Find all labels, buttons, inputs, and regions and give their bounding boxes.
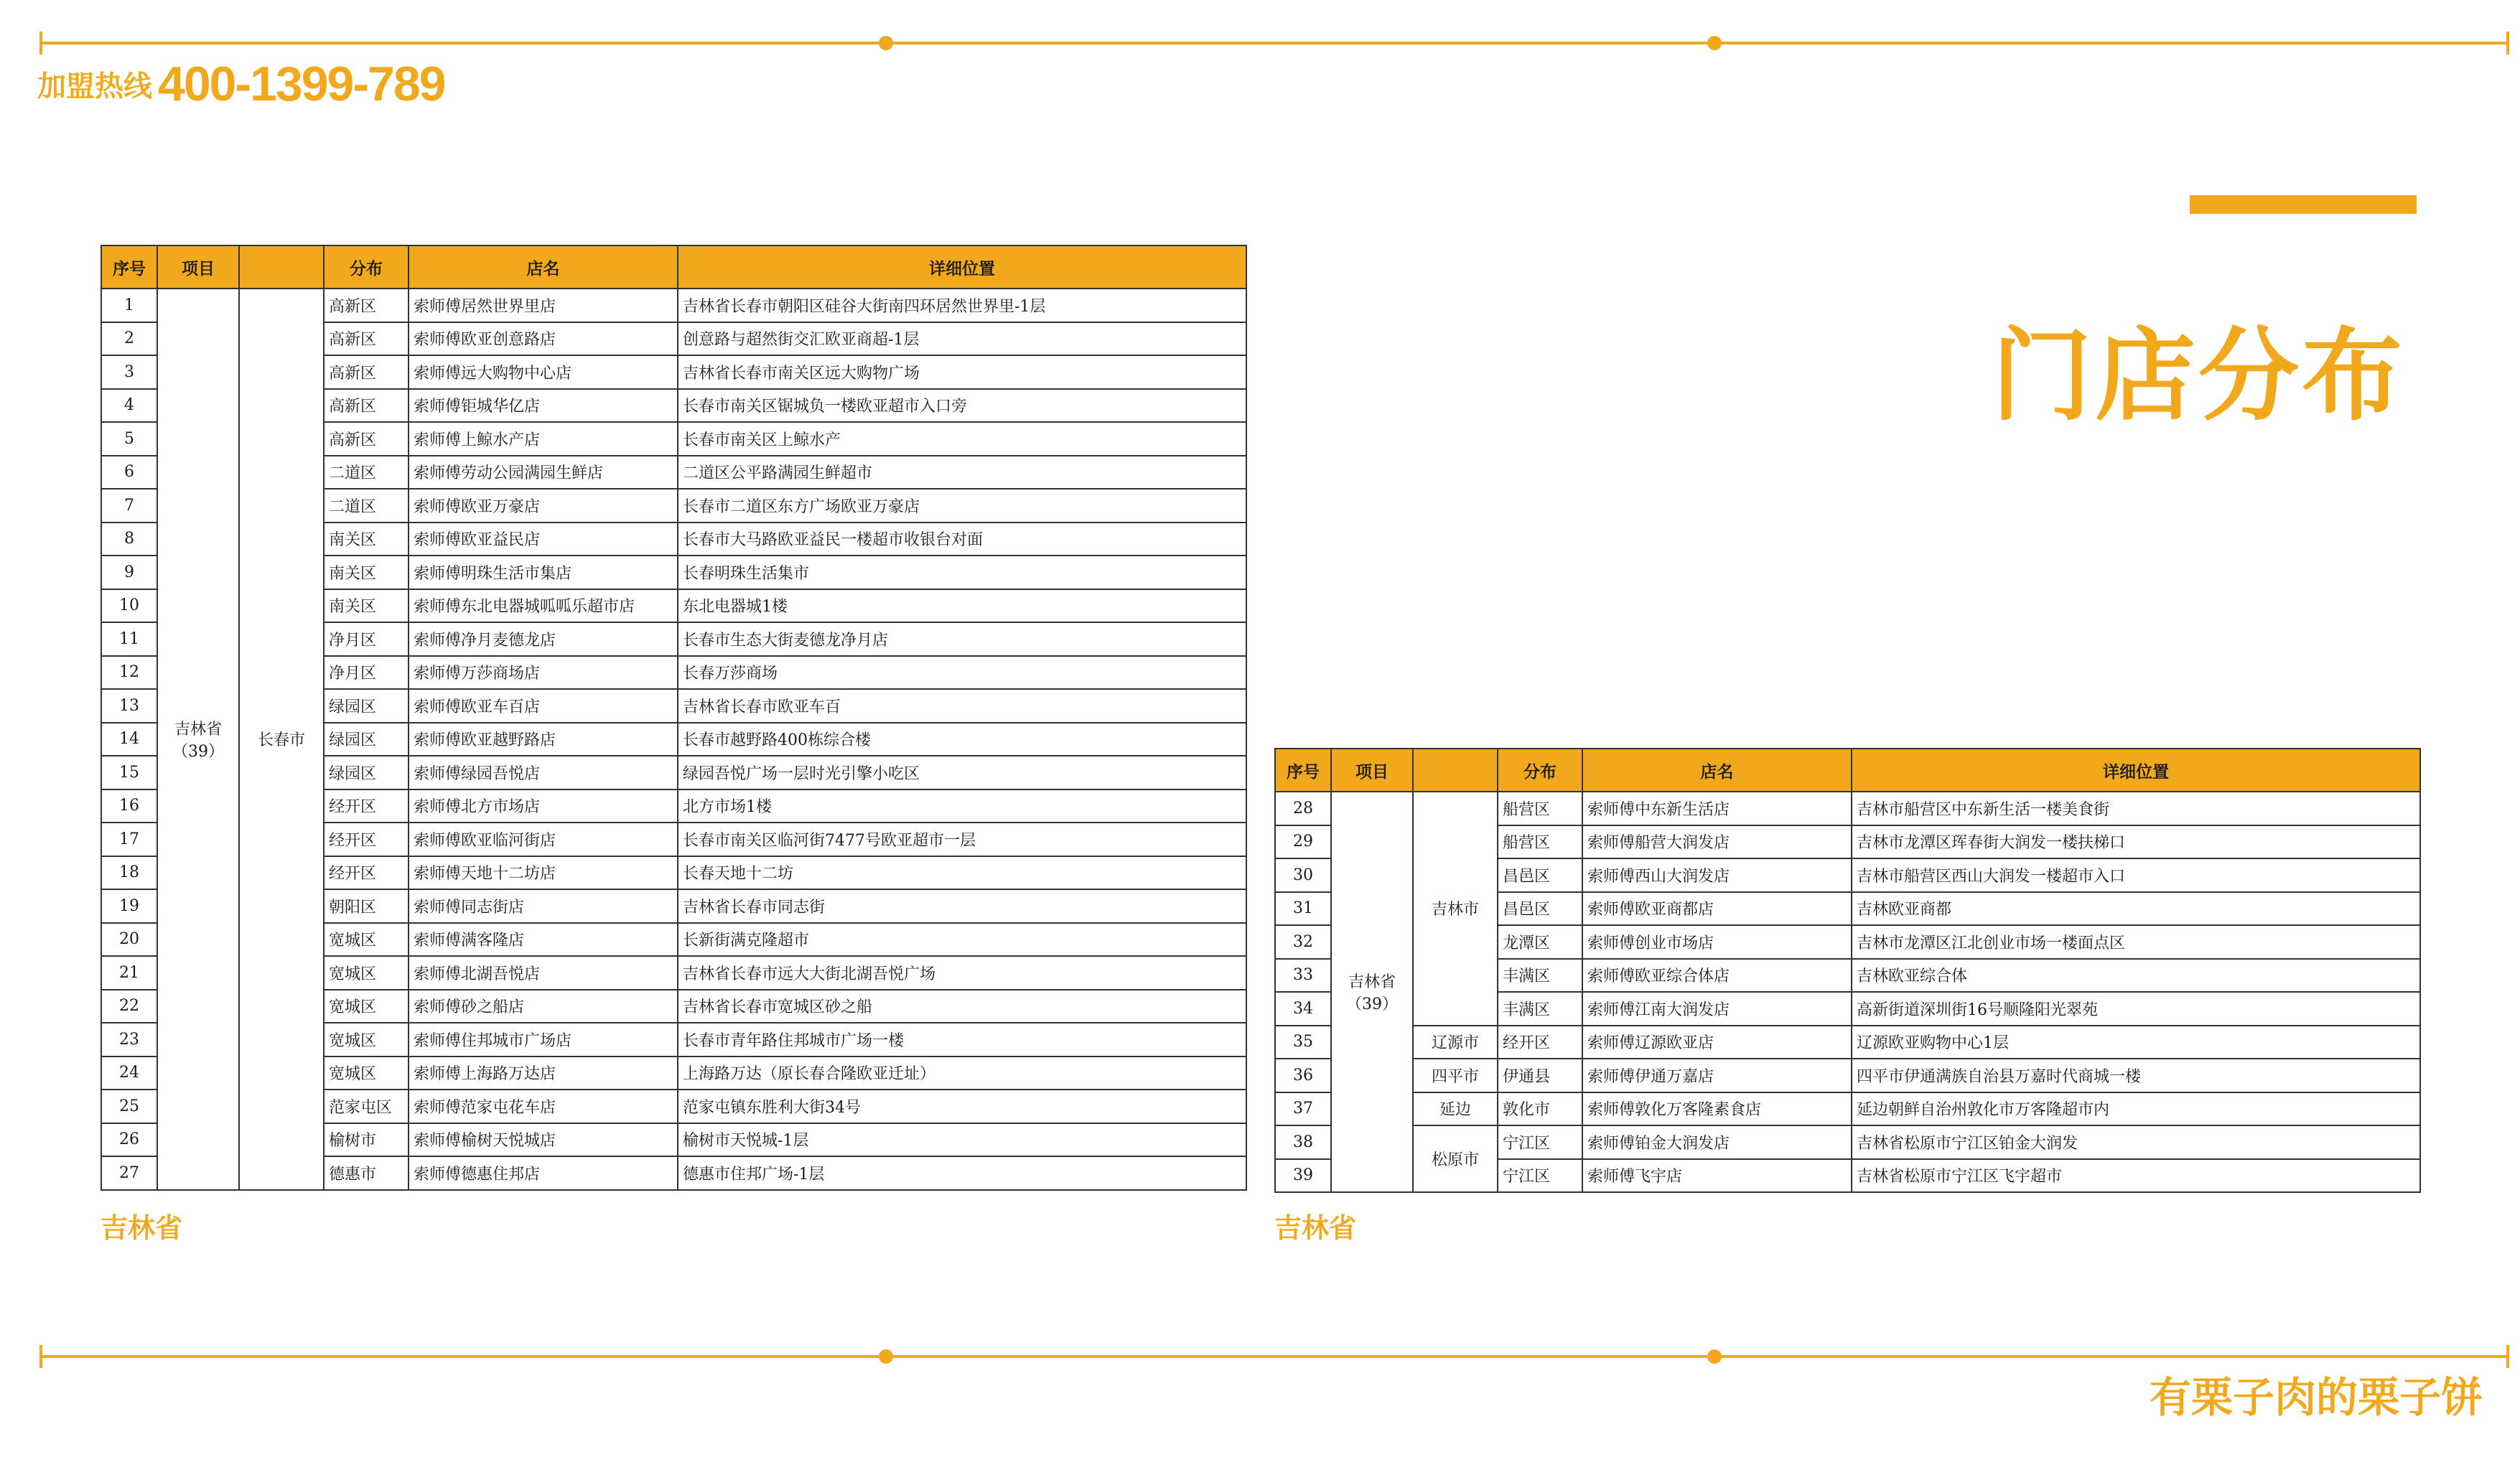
district-cell: 范家屯区 — [324, 1090, 409, 1123]
row-number-cell: 16 — [101, 790, 157, 823]
address-cell: 高新街道深圳街16号顺隆阳光翠苑 — [1852, 992, 2420, 1026]
hotline-number: 400-1399-789 — [158, 57, 445, 111]
row-number-cell: 21 — [101, 956, 157, 990]
table-row — [101, 289, 1246, 322]
table-row — [1275, 1092, 2420, 1126]
district-cell: 宁江区 — [1498, 1159, 1582, 1193]
table-row — [1275, 792, 2420, 825]
address-cell: 绿园吾悦广场一层时光引擎小吃区 — [678, 756, 1246, 790]
district-cell: 经开区 — [324, 790, 409, 823]
row-number-cell: 7 — [101, 489, 157, 523]
header-no: 序号 — [1275, 749, 1331, 792]
district-cell: 丰满区 — [1498, 959, 1582, 993]
district-cell: 宁江区 — [1498, 1125, 1582, 1159]
franchise-hotline — [37, 56, 444, 113]
store-name-cell: 索师傅同志街店 — [409, 889, 678, 923]
district-cell: 南关区 — [324, 523, 409, 556]
bottom-rule-right-tick — [2506, 1345, 2509, 1368]
address-cell: 吉林省长春市南关区远大购物广场 — [678, 355, 1246, 389]
row-number-cell: 24 — [101, 1057, 157, 1090]
district-cell: 伊通县 — [1498, 1059, 1582, 1092]
bottom-rule-left-tick — [39, 1345, 42, 1368]
address-cell: 北方市场1楼 — [678, 790, 1246, 823]
store-name-cell: 索师傅飞宇店 — [1582, 1159, 1852, 1193]
header-address: 详细位置 — [678, 245, 1246, 289]
address-cell: 辽源欧亚购物中心1层 — [1852, 1026, 2420, 1059]
store-name-cell: 索师傅绿园吾悦店 — [409, 756, 678, 790]
header-project: 项目 — [157, 245, 239, 289]
address-cell: 吉林欧亚商都 — [1852, 892, 2420, 926]
store-name-cell: 索师傅范家屯花车店 — [409, 1090, 678, 1123]
store-name-cell: 索师傅船营大润发店 — [1582, 825, 1852, 859]
address-cell: 长春市南关区上鲸水产 — [678, 422, 1246, 456]
row-number-cell: 9 — [101, 556, 157, 589]
district-cell: 昌邑区 — [1498, 858, 1582, 892]
row-number-cell: 28 — [1275, 792, 1331, 825]
row-number-cell: 4 — [101, 389, 157, 423]
row-number-cell: 33 — [1275, 959, 1331, 993]
store-name-cell: 索师傅上鲸水产店 — [409, 422, 678, 456]
address-cell: 长春市南关区临河街7477号欧亚超市一层 — [678, 823, 1246, 856]
table-row — [1275, 1125, 2420, 1159]
district-cell: 经开区 — [324, 823, 409, 856]
left-table-caption: 吉林省 — [101, 1212, 183, 1244]
store-name-cell: 索师傅远大购物中心店 — [409, 355, 678, 389]
district-cell: 净月区 — [324, 622, 409, 656]
row-number-cell: 22 — [101, 990, 157, 1023]
row-number-cell: 13 — [101, 689, 157, 723]
store-name-cell: 索师傅欧亚越野路店 — [409, 723, 678, 756]
district-cell: 经开区 — [324, 856, 409, 890]
address-cell: 长春市青年路住邦城市广场一楼 — [678, 1023, 1246, 1057]
header-store-name: 店名 — [1582, 749, 1852, 792]
district-cell: 龙潭区 — [1498, 925, 1582, 959]
header-area: 分布 — [1498, 749, 1582, 792]
address-cell: 吉林市船营区西山大润发一楼超市入口 — [1852, 858, 2420, 892]
address-cell: 吉林省长春市同志街 — [678, 889, 1246, 923]
city-cell: 辽源市 — [1413, 1026, 1498, 1059]
row-number-cell: 17 — [101, 823, 157, 856]
bottom-rule — [39, 1355, 2509, 1358]
header-store-name: 店名 — [409, 245, 678, 289]
title-accent-bar — [2190, 195, 2417, 214]
row-number-cell: 8 — [101, 523, 157, 556]
address-cell: 吉林省长春市欧亚车百 — [678, 689, 1246, 723]
address-cell: 四平市伊通满族自治县万嘉时代商城一楼 — [1852, 1059, 2420, 1092]
address-cell: 长春市越野路400栋综合楼 — [678, 723, 1246, 756]
row-number-cell: 26 — [101, 1123, 157, 1157]
address-cell: 范家屯镇东胜利大街34号 — [678, 1090, 1246, 1123]
top-rule-dot — [1707, 36, 1722, 50]
address-cell: 长春天地十二坊 — [678, 856, 1246, 890]
store-table-right — [1274, 748, 2421, 1193]
hotline-label: 加盟热线 — [37, 70, 152, 103]
address-cell: 吉林欧亚综合体 — [1852, 959, 2420, 993]
district-cell: 宽城区 — [324, 990, 409, 1023]
district-cell: 经开区 — [1498, 1026, 1582, 1059]
bottom-rule-dot — [1707, 1349, 1722, 1364]
store-name-cell: 索师傅满客隆店 — [409, 923, 678, 957]
row-number-cell: 35 — [1275, 1026, 1331, 1059]
address-cell: 吉林省松原市宁江区飞宇超市 — [1852, 1159, 2420, 1193]
district-cell: 绿园区 — [324, 723, 409, 756]
address-cell: 吉林市船营区中东新生活一楼美食街 — [1852, 792, 2420, 825]
table-header-row — [1275, 749, 2420, 792]
store-name-cell: 索师傅钜城华亿店 — [409, 389, 678, 423]
district-cell: 高新区 — [324, 355, 409, 389]
city-cell: 四平市 — [1413, 1059, 1498, 1092]
city-cell: 延边 — [1413, 1092, 1498, 1126]
row-number-cell: 20 — [101, 923, 157, 957]
district-cell: 二道区 — [324, 489, 409, 523]
store-name-cell: 索师傅中东新生活店 — [1582, 792, 1852, 825]
district-cell: 高新区 — [324, 289, 409, 322]
row-number-cell: 23 — [101, 1023, 157, 1057]
district-cell: 丰满区 — [1498, 992, 1582, 1026]
store-name-cell: 索师傅辽源欧亚店 — [1582, 1026, 1852, 1059]
row-number-cell: 10 — [101, 589, 157, 623]
store-name-cell: 索师傅欧亚益民店 — [409, 523, 678, 556]
row-number-cell: 15 — [101, 756, 157, 790]
store-name-cell: 索师傅劳动公园满园生鲜店 — [409, 456, 678, 489]
store-name-cell: 索师傅伊通万嘉店 — [1582, 1059, 1852, 1092]
top-rule-right-tick — [2506, 32, 2509, 55]
address-cell: 创意路与超然街交汇欧亚商超-1层 — [678, 322, 1246, 356]
address-cell: 吉林市龙潭区江北创业市场一楼面点区 — [1852, 925, 2420, 959]
district-cell: 南关区 — [324, 589, 409, 623]
bottom-rule-dot — [879, 1349, 893, 1364]
row-number-cell: 6 — [101, 456, 157, 489]
store-name-cell: 索师傅住邦城市广场店 — [409, 1023, 678, 1057]
row-number-cell: 38 — [1275, 1125, 1331, 1159]
address-cell: 上海路万达（原长春合隆欧亚迁址） — [678, 1057, 1246, 1090]
province-cell: 吉林省 （39） — [1331, 792, 1413, 1192]
address-cell: 榆树市天悦城-1层 — [678, 1123, 1246, 1157]
address-cell: 二道区公平路满园生鲜超市 — [678, 456, 1246, 489]
city-cell: 长春市 — [239, 289, 324, 1190]
district-cell: 昌邑区 — [1498, 892, 1582, 926]
store-name-cell: 索师傅欧亚创意路店 — [409, 322, 678, 356]
district-cell: 宽城区 — [324, 1023, 409, 1057]
row-number-cell: 25 — [101, 1090, 157, 1123]
district-cell: 船营区 — [1498, 792, 1582, 825]
store-name-cell: 索师傅上海路万达店 — [409, 1057, 678, 1090]
address-cell: 吉林省松原市宁江区铂金大润发 — [1852, 1125, 2420, 1159]
row-number-cell: 3 — [101, 355, 157, 389]
address-cell: 长春市南关区锯城负一楼欧亚超市入口旁 — [678, 389, 1246, 423]
table-row — [1275, 1059, 2420, 1092]
address-cell: 长春市生态大街麦德龙净月店 — [678, 622, 1246, 656]
district-cell: 德惠市 — [324, 1156, 409, 1190]
district-cell: 绿园区 — [324, 756, 409, 790]
header-blank — [239, 245, 324, 289]
district-cell: 二道区 — [324, 456, 409, 489]
page-title: 门店分布 — [1991, 318, 2405, 435]
address-cell: 长春万莎商场 — [678, 656, 1246, 690]
store-name-cell: 索师傅创业市场店 — [1582, 925, 1852, 959]
store-name-cell: 索师傅居然世界里店 — [409, 289, 678, 322]
district-cell: 绿园区 — [324, 689, 409, 723]
district-cell: 南关区 — [324, 556, 409, 589]
top-rule-left-tick — [39, 32, 42, 55]
store-name-cell: 索师傅敦化万客隆素食店 — [1582, 1092, 1852, 1126]
store-name-cell: 索师傅欧亚车百店 — [409, 689, 678, 723]
header-no: 序号 — [101, 245, 157, 289]
row-number-cell: 19 — [101, 889, 157, 923]
district-cell: 高新区 — [324, 322, 409, 356]
city-cell: 吉林市 — [1413, 792, 1498, 1026]
district-cell: 高新区 — [324, 422, 409, 456]
row-number-cell: 37 — [1275, 1092, 1331, 1126]
district-cell: 宽城区 — [324, 1057, 409, 1090]
row-number-cell: 14 — [101, 723, 157, 756]
address-cell: 长新街满克隆超市 — [678, 923, 1246, 957]
store-table-left — [101, 245, 1247, 1191]
district-cell: 宽城区 — [324, 956, 409, 990]
store-name-cell: 索师傅万莎商场店 — [409, 656, 678, 690]
district-cell: 宽城区 — [324, 923, 409, 957]
store-name-cell: 索师傅北方市场店 — [409, 790, 678, 823]
row-number-cell: 1 — [101, 289, 157, 322]
store-name-cell: 索师傅江南大润发店 — [1582, 992, 1852, 1026]
top-rule-dot — [879, 36, 893, 50]
district-cell: 高新区 — [324, 389, 409, 423]
row-number-cell: 5 — [101, 422, 157, 456]
top-rule — [39, 42, 2509, 44]
table-row — [1275, 1026, 2420, 1059]
address-cell: 长春市二道区东方广场欧亚万豪店 — [678, 489, 1246, 523]
store-name-cell: 索师傅欧亚临河街店 — [409, 823, 678, 856]
store-name-cell: 索师傅榆树天悦城店 — [409, 1123, 678, 1157]
store-name-cell: 索师傅砂之船店 — [409, 990, 678, 1023]
row-number-cell: 31 — [1275, 892, 1331, 926]
brand-slogan: 有栗子肉的栗子饼 — [2149, 1373, 2483, 1422]
province-cell: 吉林省 （39） — [157, 289, 239, 1190]
district-cell: 船营区 — [1498, 825, 1582, 859]
row-number-cell: 2 — [101, 322, 157, 356]
right-table-caption: 吉林省 — [1274, 1212, 1357, 1244]
table-header-row — [101, 245, 1246, 289]
store-name-cell: 索师傅西山大润发店 — [1582, 858, 1852, 892]
header-area: 分布 — [324, 245, 409, 289]
store-name-cell: 索师傅明珠生活市集店 — [409, 556, 678, 589]
header-project: 项目 — [1331, 749, 1413, 792]
address-cell: 吉林市龙潭区珲春街大润发一楼扶梯口 — [1852, 825, 2420, 859]
row-number-cell: 12 — [101, 656, 157, 690]
address-cell: 吉林省长春市宽城区砂之船 — [678, 990, 1246, 1023]
address-cell: 长春明珠生活集市 — [678, 556, 1246, 589]
store-name-cell: 索师傅东北电器城呱呱乐超市店 — [409, 589, 678, 623]
row-number-cell: 36 — [1275, 1059, 1331, 1092]
address-cell: 吉林省长春市远大大街北湖吾悦广场 — [678, 956, 1246, 990]
address-cell: 长春市大马路欧亚益民一楼超市收银台对面 — [678, 523, 1246, 556]
district-cell: 净月区 — [324, 656, 409, 690]
district-cell: 敦化市 — [1498, 1092, 1582, 1126]
store-name-cell: 索师傅北湖吾悦店 — [409, 956, 678, 990]
district-cell: 朝阳区 — [324, 889, 409, 923]
address-cell: 东北电器城1楼 — [678, 589, 1246, 623]
header-address: 详细位置 — [1852, 749, 2420, 792]
row-number-cell: 30 — [1275, 858, 1331, 892]
row-number-cell: 18 — [101, 856, 157, 890]
row-number-cell: 39 — [1275, 1159, 1331, 1193]
row-number-cell: 29 — [1275, 825, 1331, 859]
store-name-cell: 索师傅欧亚综合体店 — [1582, 959, 1852, 993]
row-number-cell: 32 — [1275, 925, 1331, 959]
store-name-cell: 索师傅天地十二坊店 — [409, 856, 678, 890]
row-number-cell: 27 — [101, 1156, 157, 1190]
store-name-cell: 索师傅欧亚商都店 — [1582, 892, 1852, 926]
row-number-cell: 11 — [101, 622, 157, 656]
row-number-cell: 34 — [1275, 992, 1331, 1026]
store-name-cell: 索师傅欧亚万豪店 — [409, 489, 678, 523]
address-cell: 延边朝鲜自治州敦化市万客隆超市内 — [1852, 1092, 2420, 1126]
district-cell: 榆树市 — [324, 1123, 409, 1157]
city-cell: 松原市 — [1413, 1125, 1498, 1192]
store-name-cell: 索师傅净月麦德龙店 — [409, 622, 678, 656]
address-cell: 德惠市住邦广场-1层 — [678, 1156, 1246, 1190]
address-cell: 吉林省长春市朝阳区硅谷大街南四环居然世界里-1层 — [678, 289, 1246, 322]
store-name-cell: 索师傅德惠住邦店 — [409, 1156, 678, 1190]
header-blank — [1413, 749, 1498, 792]
store-name-cell: 索师傅铂金大润发店 — [1582, 1125, 1852, 1159]
